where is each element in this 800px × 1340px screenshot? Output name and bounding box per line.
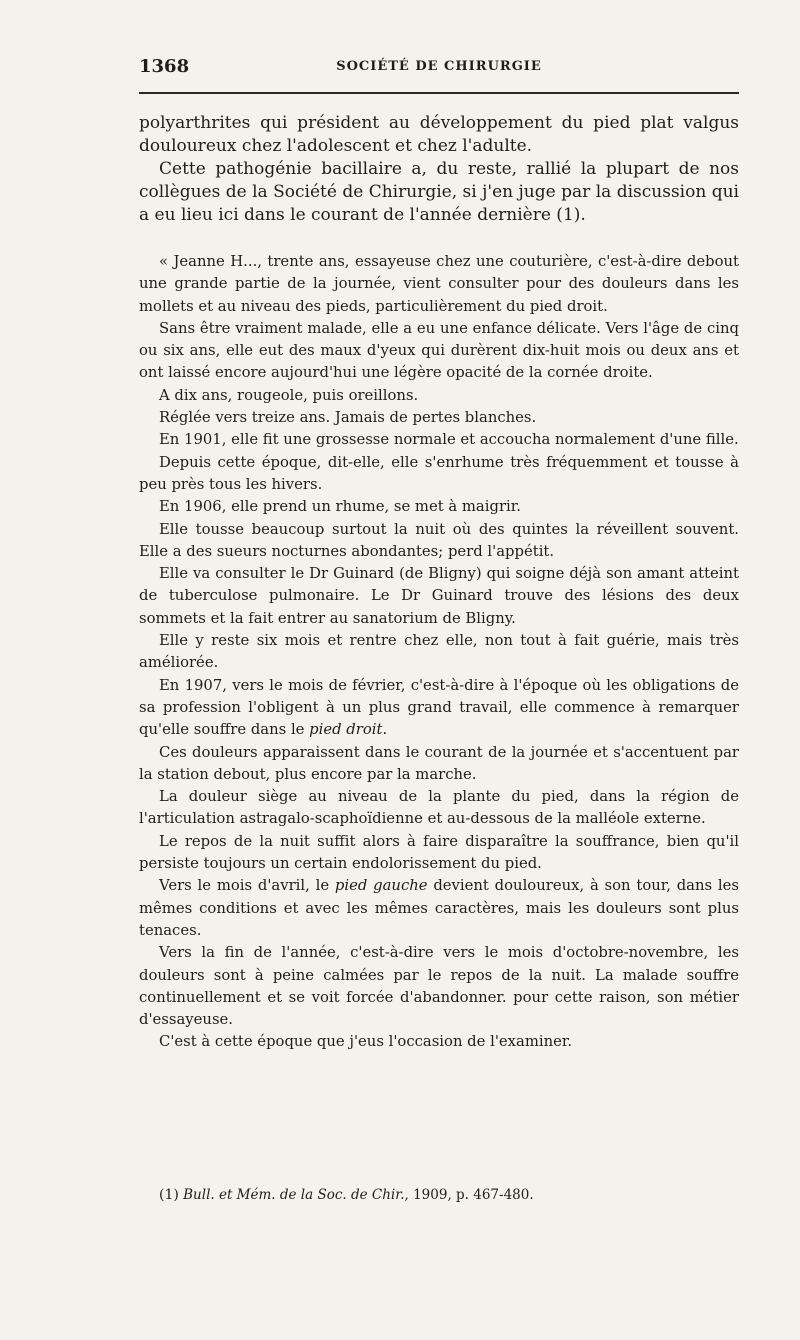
case-report: [139, 251, 739, 1054]
page-header: [139, 56, 739, 80]
text-run: En 1907, vers le mois de février, c'est-à-dire à l'époque où les obligations de sa profession l'obligent à un plus grand travail, elle commence à remarquer qu'elle souffre dans le: [139, 676, 739, 739]
case-paragraph: Réglée vers treize ans. Jamais de pertes blanches.: [159, 409, 537, 427]
case-paragraph: Elle y reste six mois et rentre chez elle, non tout à fait guérie, mais très améliorée.: [139, 632, 739, 672]
emphasis-pied-gauche: pied gauche: [334, 877, 428, 895]
case-paragraph: Elle tousse beaucoup surtout la nuit où des quintes la réveillent souvent. Elle a des sueurs nocturnes abondantes; perd l'appétit.: [139, 520, 739, 560]
case-paragraph: Vers la fin de l'année, c'est-à-dire vers le mois d'octobre-novembre, les douleurs sont à peine calmées par le repos de la nuit. La malade souffre continuellement et se voit forcée d'abandonner. pour cette raison, son métier d'essayeuse.: [139, 944, 739, 1029]
case-paragraph: Sans être vraiment malade, elle a eu une enfance délicate. Vers l'âge de cinq ou six ans, elle eut des maux d'yeux qui durèrent dix-huit mois ou deux ans et ont laissé encore aujourd'hui une légère opacité de la cornée droite.: [139, 319, 739, 382]
case-paragraph: Ces douleurs apparaissent dans le courant de la journée et s'accentuent par la station debout, plus encore par la marche.: [139, 743, 739, 783]
case-paragraph-april: [139, 875, 739, 942]
intro-paragraph: Cette pathogénie bacillaire a, du reste, rallié la plupart de nos collègues de la Société de Chirurgie, si j'en juge par la discussion qui a eu lieu ici dans le courant de l'année dernière (1).: [139, 159, 739, 225]
case-paragraph: Elle va consulter le Dr Guinard (de Bligny) qui soigne déjà son amant atteint de tuberculose pulmonaire. Le Dr Guinard trouve des lésions des deux sommets et la fait entrer au sanatorium de Bligny.: [139, 565, 739, 627]
footnote-marker: (1): [159, 1187, 179, 1203]
emphasis-pied-droit: pied droit: [309, 721, 383, 739]
header-rule: [139, 92, 739, 94]
footnote: [159, 1186, 739, 1204]
case-paragraph: A dix ans, rougeole, puis oreillons.: [159, 386, 419, 404]
text-run: Vers le mois d'avril, le: [159, 877, 335, 895]
intro-paragraph: polyarthrites qui président au développement du pied plat valgus douloureux chez l'adolescent et chez l'adulte.: [139, 113, 739, 156]
case-paragraph-1907: [139, 675, 739, 742]
case-paragraph: La douleur siège au niveau de la plante du pied, dans la région de l'articulation astragalo-scaphoïdienne et au-dessous de la malléole externe.: [139, 788, 739, 828]
body-text: [139, 112, 739, 1054]
case-paragraph: « Jeanne H..., trente ans, essayeuse chez une couturière, c'est-à-dire debout une grande partie de la journée, vient consulter pour des douleurs dans les mollets et au niveau des pieds, particulièrement du pied droit.: [139, 253, 739, 315]
footnote-source: Bull. et Mém. de la Soc. de Chir.: [183, 1187, 405, 1203]
intro-section: [139, 112, 739, 227]
case-paragraph: En 1906, elle prend un rhume, se met à maigrir.: [159, 498, 521, 516]
case-paragraph: Le repos de la nuit suffit alors à faire disparaître la souffrance, bien qu'il persiste toujours un certain endolorissement du pied.: [139, 832, 739, 873]
case-paragraph: C'est à cette époque que j'eus l'occasion de l'examiner.: [159, 1033, 573, 1051]
footnote-details: , 1909, p. 467-480.: [404, 1187, 534, 1203]
case-paragraph: Depuis cette époque, dit-elle, elle s'enrhume très fréquemment et tousse à peu près tous les hivers.: [139, 453, 739, 493]
text-run: .: [382, 721, 388, 739]
page-number: 1368: [139, 56, 190, 77]
running-title: SOCIÉTÉ DE CHIRURGIE: [336, 59, 542, 74]
case-paragraph: En 1901, elle fit une grossesse normale et accoucha normalement d'une fille.: [159, 431, 739, 449]
text-run: devient douloureux, à son tour, dans les mêmes conditions et avec les mêmes caractères, mais les douleurs sont plus tenaces.: [139, 877, 739, 939]
